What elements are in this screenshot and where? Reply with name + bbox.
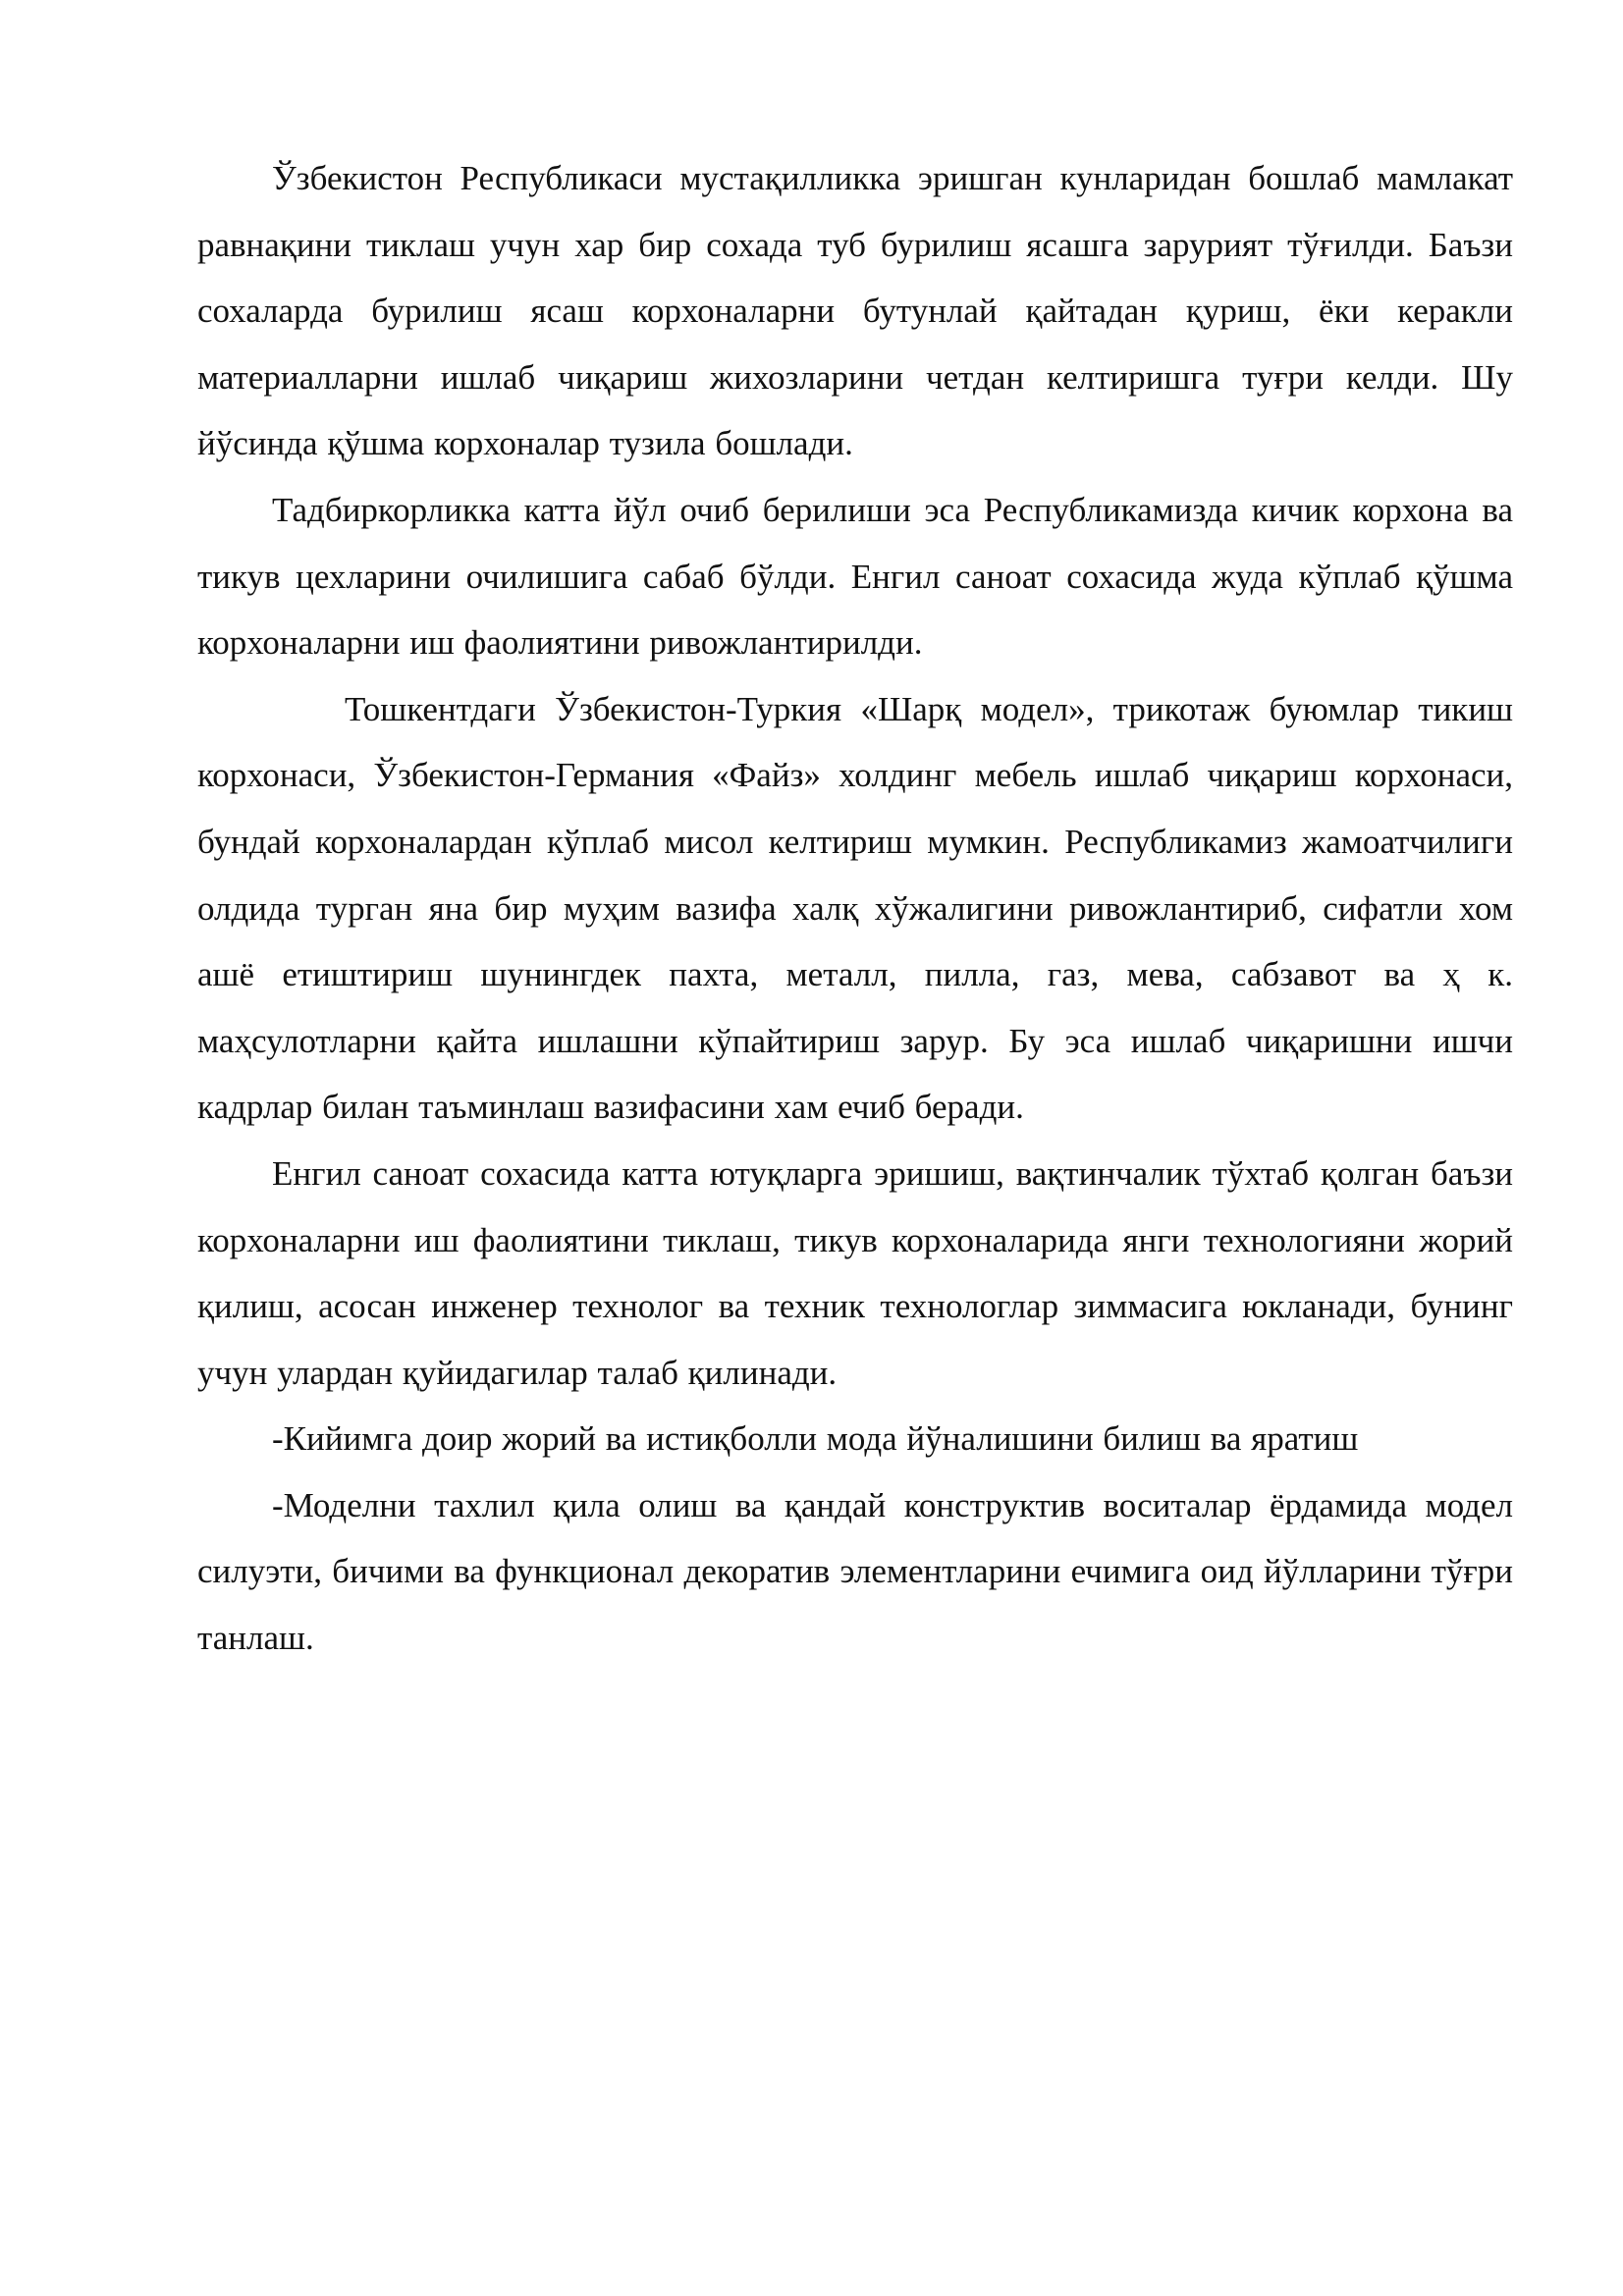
paragraph-joint-ventures-examples: Тошкентдаги Ўзбекистон-Туркия «Шарқ модел», трикотаж буюмлар тикиш корхонаси, Ўзбекистон-Германия «Файз» холдинг мебель ишлаб чиқариш корхонаси, бундай корхоналардан кўплаб мисол келтириш мумкин. Республикамиз жамоатчилиги олдида турган яна бир муҳим вазифа халқ хўжалигини ривожлантириб, сифатли хом ашё етиштириш шунингдек пахта, металл, пилла, газ, мева, сабзавот ва ҳ к. маҳсулотларни қайта ишлашни кўпайтириш зарур. Бу эса ишлаб чиқаришни ишчи кадрлар билан таъминлаш вазифасини хам ечиб беради. <box>197 689 1513 1127</box>
paragraph-entrepreneurship: Тадбиркорликка катта йўл очиб берилиши эса Республикамизда кичик корхона ва тикув цехларини очилишига сабаб бўлди. Енгил саноат сохасида жуда кўплаб қўшма корхоналарни иш фаолиятини ривожлантирилди. <box>197 490 1513 663</box>
paragraph-independence-reforms: Ўзбекистон Республикаси мустақилликка эришган кунларидан бошлаб мамлакат равнақини тиклаш учун хар бир сохада туб бурилиш ясашга зарурият тўғилди. Баъзи сохаларда бурилиш ясаш корхоналарни бутунлай қайтадан қуриш, ёки керакли материалларни ишлаб чиқариш жихозларини четдан келтиришга туғри келди. Шу йўсинда қўшма корхоналар тузила бошлади. <box>197 159 1513 463</box>
requirement-fashion-trends: -Кийимга доир жорий ва истиқболли мода йўналишини билиш ва яратиш <box>272 1419 1359 1459</box>
document-body <box>197 145 1513 1672</box>
requirement-model-analysis: -Моделни тахлил қила олиш ва қандай конструктив воситалар ёрдамида модел силуэти, бичими ва функционал декоратив элементларини ечимига оид йўлларини тўғри танлаш. <box>197 1485 1513 1658</box>
paragraph-light-industry-goals: Енгил саноат сохасида катта ютуқларга эришиш, вақтинчалик тўхтаб қолган баъзи корхоналарни иш фаолиятини тиклаш, тикув корхоналарида янги технологияни жорий қилиш, асосан инженер технолог ва техник технологлар зиммасига юкланади, бунинг учун улардан қуйидагилар талаб қилинади. <box>197 1153 1513 1392</box>
